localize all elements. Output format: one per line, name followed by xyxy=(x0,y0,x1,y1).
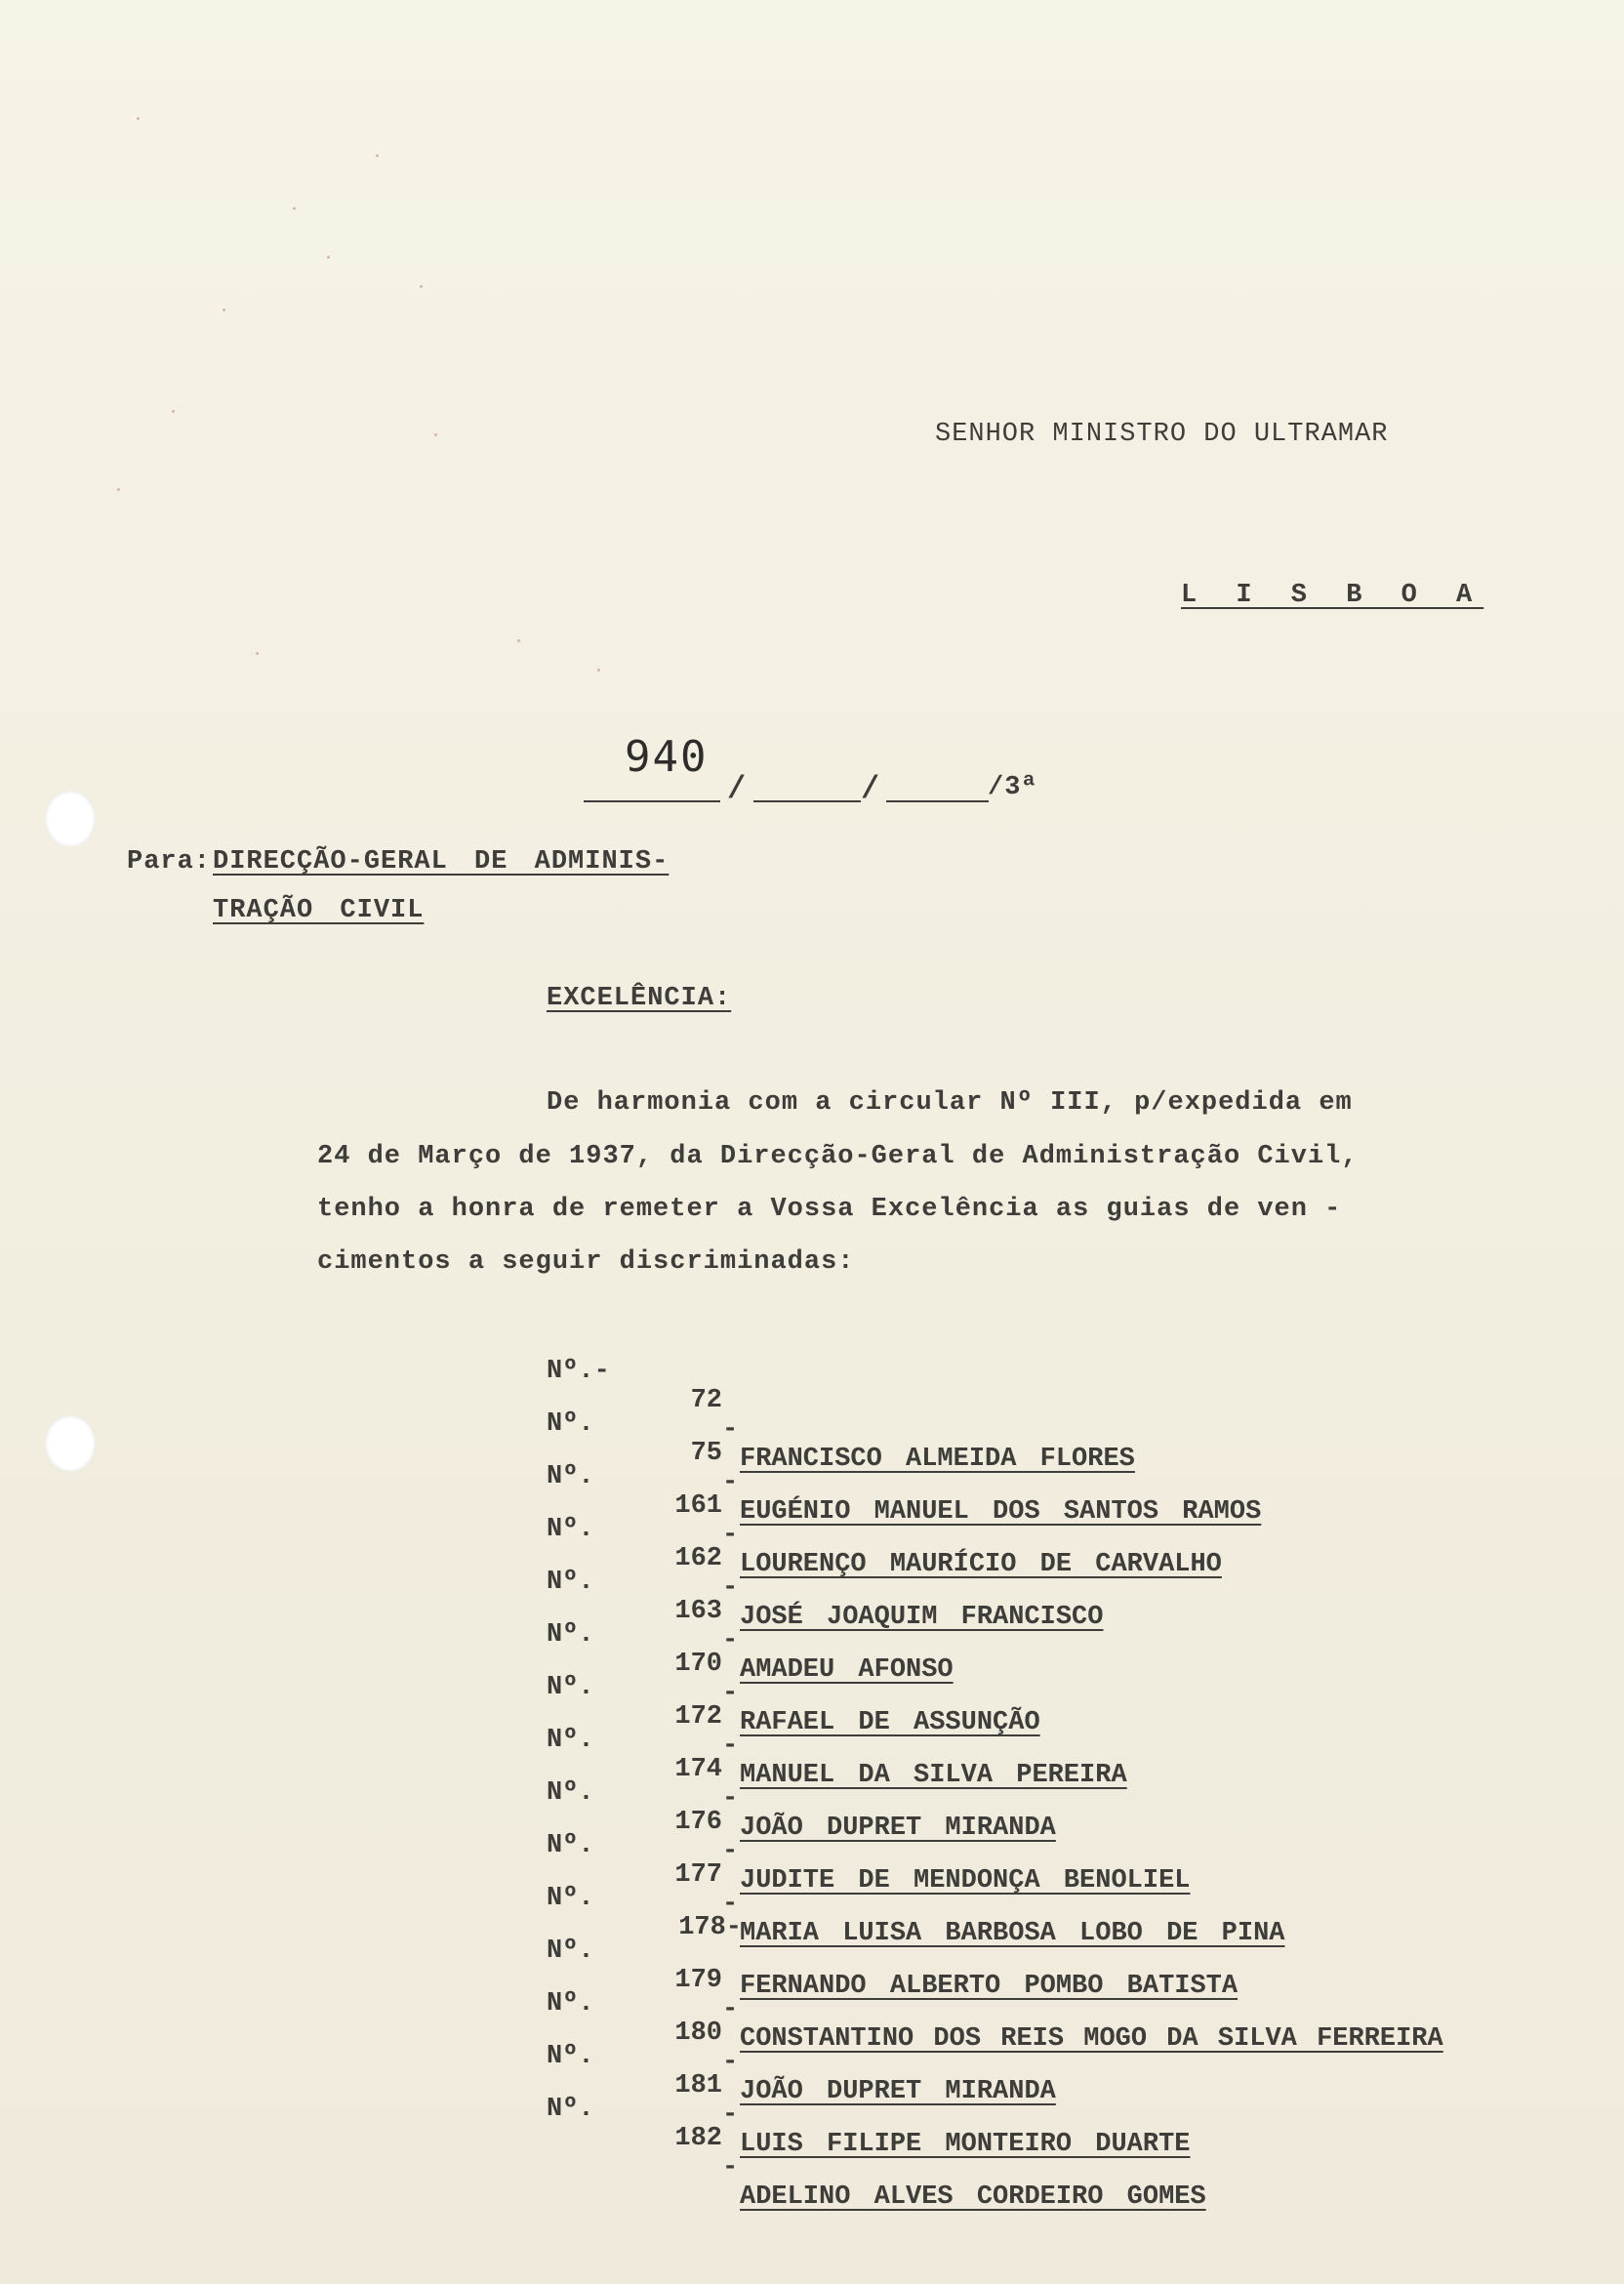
list-item-sep: - xyxy=(722,1626,739,1655)
list-item-name: MARIA LUISA BARBOSA LOBO DE PINA xyxy=(740,1919,1285,1948)
list-item-sep: - xyxy=(722,1890,739,1919)
list-item-prefix: Nº. xyxy=(547,1831,594,1860)
list-item-prefix: Nº. xyxy=(547,1515,594,1544)
paper-speck xyxy=(420,285,423,288)
list-item-sep: - xyxy=(722,2100,739,2130)
list-item-prefix: Nº. xyxy=(547,2095,594,2124)
paper-speck xyxy=(223,308,225,311)
paper-speck xyxy=(293,207,296,210)
list-item-number: 161 xyxy=(674,1491,722,1521)
list-item-number: 72 xyxy=(690,1386,722,1415)
list-item-sep: - xyxy=(722,1468,739,1497)
to-line-2: TRAÇÃO CIVIL xyxy=(213,896,425,925)
list-item-sep: - xyxy=(722,1415,739,1445)
list-item-number: 176 xyxy=(674,1808,722,1837)
list-item-sep: - xyxy=(722,1784,739,1814)
list-item-sep: - xyxy=(722,1732,739,1761)
paper-speck xyxy=(376,154,379,157)
paper-speck xyxy=(137,117,140,120)
list-item-number: 170 xyxy=(674,1650,722,1679)
list-item-number: 174 xyxy=(674,1755,722,1784)
body-line-3: tenho a honra de remeter a Vossa Excelência as guias de ven - xyxy=(317,1195,1342,1224)
punch-hole-bottom xyxy=(45,1415,96,1472)
body-line-1: De harmonia com a circular Nº III, p/expedida em xyxy=(547,1088,1353,1118)
list-item-number: 182 xyxy=(674,2124,722,2153)
list-item-name: JUDITE DE MENDONÇA BENOLIEL xyxy=(740,1866,1191,1896)
reference-blank-1 xyxy=(584,800,720,802)
list-item-name: ADELINO ALVES CORDEIRO GOMES xyxy=(740,2182,1206,2212)
slash-2: / xyxy=(861,771,880,807)
list-item-prefix: Nº. xyxy=(547,1884,594,1913)
body-line-2: 24 de Março de 1937, da Direcção-Geral de Administração Civil, xyxy=(317,1142,1359,1171)
paper-speck xyxy=(434,433,437,436)
list-item-name: JOÃO DUPRET MIRANDA xyxy=(740,1814,1056,1843)
list-item-sep: - xyxy=(722,2153,739,2182)
reference-blank-2 xyxy=(753,800,861,802)
list-item-prefix: Nº. xyxy=(547,1937,594,1966)
list-item-number: 177 xyxy=(674,1860,722,1890)
reference-number: 940 xyxy=(625,732,709,782)
list-item-name: LUIS FILIPE MONTEIRO DUARTE xyxy=(740,2130,1191,2159)
list-item-prefix: Nº.- xyxy=(547,1357,610,1386)
list-item-sep: - xyxy=(722,2048,739,2077)
list-item-sep: - xyxy=(722,1679,739,1708)
punch-hole-top xyxy=(45,791,96,847)
list-item-prefix: Nº. xyxy=(547,1462,594,1491)
body-line-4: cimentos a seguir discriminadas: xyxy=(317,1247,855,1277)
list-item-prefix: Nº. xyxy=(547,1568,594,1597)
list-item-sep: - xyxy=(722,1837,739,1866)
list-item-number: 178- xyxy=(678,1913,742,1942)
list-item-number: 162 xyxy=(674,1544,722,1573)
paper-speck xyxy=(117,488,120,491)
reference-suffix: /3ª xyxy=(988,773,1038,802)
city: L I S B O A xyxy=(1181,581,1484,610)
list-item-prefix: Nº. xyxy=(547,1778,594,1808)
list-item-number: 180 xyxy=(674,2019,722,2048)
list-item-name: RAFAEL DE ASSUNÇÃO xyxy=(740,1708,1040,1737)
list-item-number: 179 xyxy=(674,1966,722,1995)
slash-1: / xyxy=(727,771,747,807)
list-item-prefix: Nº. xyxy=(547,1409,594,1439)
list-item-prefix: Nº. xyxy=(547,1726,594,1755)
list-item-prefix: Nº. xyxy=(547,1989,594,2019)
list-item-sep: - xyxy=(722,1995,739,2024)
list-item-number: 172 xyxy=(674,1702,722,1732)
list-item-name: FERNANDO ALBERTO POMBO BATISTA xyxy=(740,1972,1238,2001)
list-item-prefix: Nº. xyxy=(547,1620,594,1650)
paper-speck xyxy=(597,669,600,672)
list-item-name: JOSÉ JOAQUIM FRANCISCO xyxy=(740,1603,1104,1632)
list-item-sep: - xyxy=(722,1521,739,1550)
list-item-name: JOÃO DUPRET MIRANDA xyxy=(740,2077,1056,2106)
paper-speck xyxy=(327,256,330,259)
paper-speck xyxy=(517,639,520,642)
list-item-name: MANUEL DA SILVA PEREIRA xyxy=(740,1761,1127,1790)
list-item-number: 181 xyxy=(674,2071,722,2100)
paper-speck xyxy=(256,652,259,655)
list-item-prefix: Nº. xyxy=(547,1673,594,1702)
list-item-number: 163 xyxy=(674,1597,722,1626)
paper-speck xyxy=(172,410,175,413)
list-item-name: LOURENÇO MAURÍCIO DE CARVALHO xyxy=(740,1550,1222,1579)
list-item-sep xyxy=(742,1942,757,1972)
salutation: EXCELÊNCIA: xyxy=(547,984,732,1013)
to-line-1: DIRECÇÃO-GERAL DE ADMINIS- xyxy=(213,847,670,877)
list-item-prefix: Nº. xyxy=(547,2042,594,2071)
list-item-name: AMADEU AFONSO xyxy=(740,1655,954,1685)
list-item-number: 75 xyxy=(690,1439,722,1468)
addressee: SENHOR MINISTRO DO ULTRAMAR xyxy=(935,420,1389,449)
list-item-name: CONSTANTINO DOS REIS MOGO DA SILVA FERREIRA xyxy=(740,2024,1443,2054)
list-item-sep: - xyxy=(722,1573,739,1603)
list-item-name: EUGÉNIO MANUEL DOS SANTOS RAMOS xyxy=(740,1497,1262,1527)
list-item-name: FRANCISCO ALMEIDA FLORES xyxy=(740,1445,1135,1474)
to-label: Para: xyxy=(127,847,212,877)
reference-blank-3 xyxy=(886,800,989,802)
